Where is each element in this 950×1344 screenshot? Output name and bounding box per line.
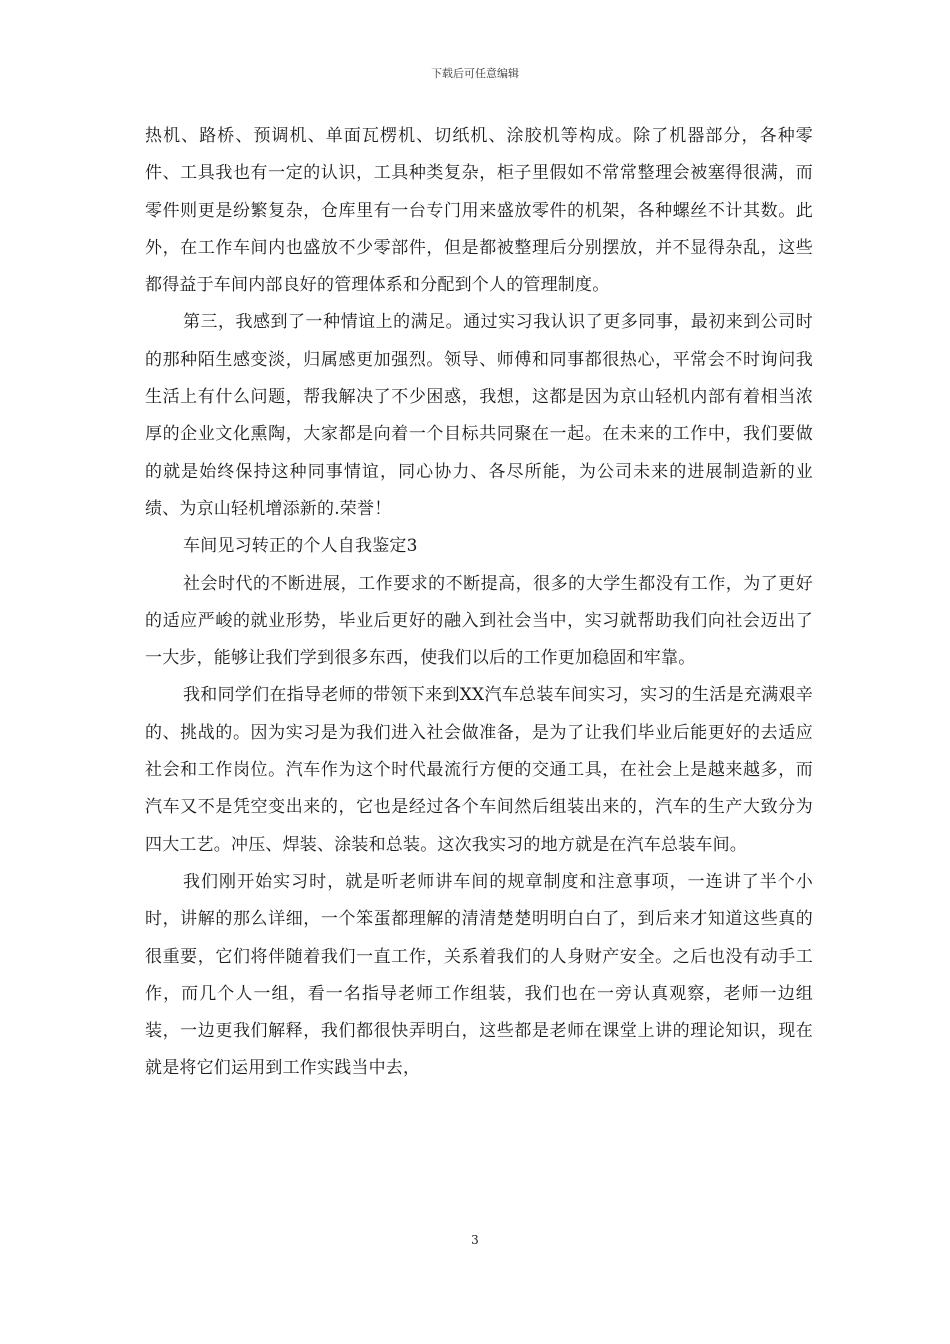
- paragraph-workshop: 我和同学们在指导老师的带领下来到XX汽车总装车间实习，实习的生活是充满艰辛的、挑战的。因为实习是为我们进入社会做准备，是为了让我们毕业后能更好的去适应社会和工作岗位。汽车作为这个时代最流行方便的交通工具，在社会上是越来越多，而汽车又不是凭空变出来的，它也是经过各个车间然后组装出来的，汽车的生产大致分为四大工艺。冲压、焊装、涂装和总装。这次我实习的地方就是在汽车总装车间。: [145, 685, 813, 855]
- document-body: [145, 118, 813, 1088]
- paragraph-continuation: 热机、路桥、预调机、单面瓦楞机、切纸机、涂胶机等构成。除了机器部分，各种零件、工具我也有一定的认识，工具种类复杂，柜子里假如不常常整理会被塞得很满，而零件则更是纷繁复杂，仓库里有一台专门用来盛放零件的机架，各种螺丝不计其数。此外，在工作车间内也盛放不少零部件，但是都被整理后分别摆放，并不显得杂乱，这些都得益于车间内部良好的管理体系和分配到个人的管理制度。: [145, 126, 813, 296]
- page-number: 3: [471, 1233, 479, 1247]
- paragraph-third-point: 第三，我感到了一种情谊上的满足。通过实习我认识了更多同事，最初来到公司时的那种陌生感变淡，归属感更加强烈。领导、师傅和同事都很热心，平常会不时询问我生活上有什么问题，帮我解决了不少困惑，我想，这都是因为京山轻机内部有着相当浓厚的企业文化熏陶，大家都是向着一个目标共同聚在一起。在未来的工作中，我们要做的就是始终保持这种同事情谊，同心协力、各尽所能，为公司未来的进展制造新的业绩、为京山轻机增添新的.荣誉！: [145, 312, 813, 519]
- paragraph-training: 我们刚开始实习时，就是听老师讲车间的规章制度和注意事项，一连讲了半个小时，讲解的那么详细，一个笨蛋都理解的清清楚楚明明白白了，到后来才知道这些真的很重要，它们将伴随着我们一直工作，关系着我们的人身财产安全。之后也没有动手工作，而几个人一组，看一名指导老师工作组装，我们也在一旁认真观察，老师一边组装，一边更我们解释，我们都很快弄明白，这些都是老师在课堂上讲的理论知识，现在就是将它们运用到工作实践当中去，: [145, 871, 813, 1079]
- section-heading: 车间见习转正的个人自我鉴定3: [183, 536, 418, 557]
- paragraph-intro: 社会时代的不断进展，工作要求的不断提高，很多的大学生都没有工作，为了更好的适应严峻的就业形势，毕业后更好的融入到社会当中，实习就帮助我们向社会迈出了一大步，能够让我们学到很多东西，使我们以后的工作更加稳固和牢靠。: [145, 573, 813, 669]
- page-header-note: 下载后可任意编辑: [431, 67, 519, 80]
